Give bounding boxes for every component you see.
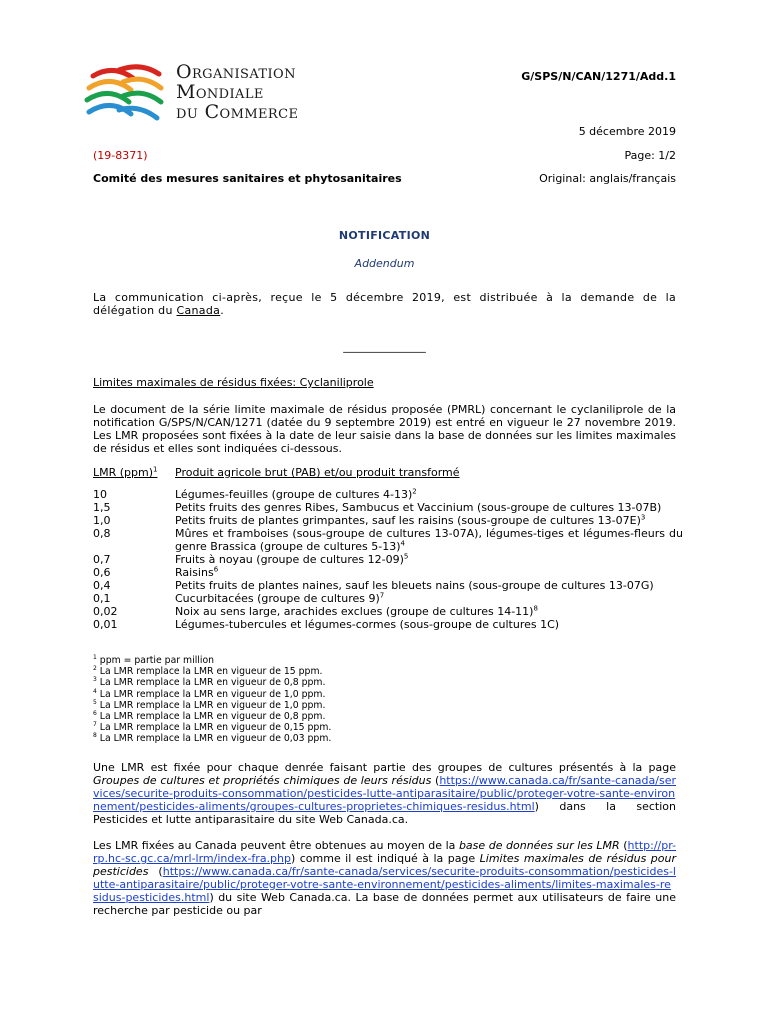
product-cell [175, 553, 683, 566]
lmr-value: 0,4 [93, 579, 111, 592]
footnote-ref: 5 [403, 552, 409, 561]
footnote-ref: 8 [533, 604, 538, 613]
product-name: Raisins [175, 566, 214, 579]
document-symbol: G/SPS/N/CAN/1271/Add.1 [521, 70, 676, 83]
org-line-2: Mondiale [176, 81, 264, 103]
table-row [93, 514, 683, 527]
footnote-number: 8 [93, 732, 97, 740]
mrl-table [93, 466, 683, 631]
footnote-text: La LMR remplace la LMR en vigueur de 0,8 ppm. [99, 677, 326, 689]
column-header-product: Produit agricole brut (PAB) et/ou produit transformé [175, 466, 460, 479]
subject-heading: Limites maximales de résidus fixées: Cyclaniliprole [93, 376, 374, 389]
lmr-value: 0,02 [93, 605, 118, 618]
product-name: Cucurbitacées (groupe de cultures 9) [175, 592, 380, 605]
intro-text: La communication ci-après, reçue le 5 décembre 2019, est distribuée à la demande de la délégation du [93, 291, 676, 317]
product-cell [175, 592, 683, 605]
footnote [93, 655, 593, 666]
p3-database-name: base de données sur les LMR [458, 839, 620, 852]
table-row [93, 553, 683, 566]
wto-logo-icon [83, 60, 167, 132]
product-name: Légumes-tubercules et légumes-cormes (sous-groupe de cultures 1C) [175, 618, 560, 631]
footnote-text: La LMR remplace la LMR en vigueur de 15 ppm. [99, 666, 323, 678]
table-row [93, 605, 683, 618]
table-row [93, 501, 683, 514]
footnote [93, 677, 593, 688]
footnote [93, 722, 593, 733]
footnote-number: 5 [93, 698, 97, 706]
footnote-text: La LMR remplace la LMR en vigueur de 1,0 ppm. [99, 688, 326, 700]
product-cell [175, 514, 683, 527]
p3-text-d: ) comme il est indiqué à la page [291, 852, 480, 865]
p3-text-a: Les LMR fixées au Canada peuvent être obtenues au moyen de la [93, 839, 459, 852]
footnote-number: 6 [93, 709, 97, 717]
footnotes [93, 655, 593, 745]
mrl-pesticides-link[interactable]: https://www.canada.ca/fr/sante-canada/services/securite-produits-consommation/pesticides-lutte-antiparasitaire/public/proteger-votre-sante-environnement/pesticides-aliments/limites-maximales-residus-pesticides.html [93, 865, 676, 904]
body-paragraph-1: Le document de la série limite maximale de résidus proposée (PMRL) concernant le cyclaniliprole de la notification G/SPS/N/CAN/1271 (datée du 9 septembre 2019) est entré en vigueur le 27 novembre 2019. Les LMR proposées sont fixées à la date de leur saisie dans la base de données sur les limites maximales de résidus et elles sont indiquées ci-dessous. [93, 403, 676, 455]
footnote [93, 700, 593, 711]
footnote-number: 4 [93, 687, 97, 695]
product-cell [175, 618, 683, 631]
p2-text-d: ) dans la section Pesticides et lutte antiparasitaire du site Web Canada.ca. [93, 800, 676, 826]
p3-text-c: ( [619, 839, 628, 852]
body-paragraph-3 [93, 839, 676, 917]
lmr-value: 0,6 [93, 566, 111, 579]
mrl-table-body [93, 488, 683, 631]
product-name: Noix au sens large, arachides exclues (groupe de cultures 14-11) [175, 605, 534, 618]
lmr-value: 0,7 [93, 553, 111, 566]
lmr-value: 0,8 [93, 527, 111, 540]
footnote-number: 3 [93, 676, 97, 684]
separator-line: _______________ [343, 340, 426, 353]
footnote-ref: 2 [412, 487, 417, 496]
footnote-text: La LMR remplace la LMR en vigueur de 0,8 ppm. [99, 711, 326, 723]
product-cell [175, 579, 683, 592]
p2-text-c: ( [431, 774, 440, 787]
footnote [93, 711, 593, 722]
mrl-table-header [93, 466, 683, 479]
table-row [93, 579, 683, 592]
product-cell [175, 527, 683, 553]
footnote-text: ppm = partie par million [99, 655, 215, 666]
table-row [93, 527, 683, 553]
lmr-value: 0,01 [93, 618, 118, 631]
page-number: Page: 1/2 [624, 149, 676, 162]
footnote-text: La LMR remplace la LMR en vigueur de 0,03 ppm. [99, 733, 332, 745]
p2-text-a: Une LMR est fixée pour chaque denrée faisant partie des groupes de cultures présentés à la page [93, 761, 676, 774]
intro-country: Canada [176, 304, 221, 317]
table-row [93, 618, 683, 631]
product-cell [175, 605, 683, 618]
footnote-text: La LMR remplace la LMR en vigueur de 1,0 ppm. [99, 699, 326, 711]
product-cell [175, 488, 683, 501]
organisation-name [176, 62, 298, 122]
intro-end: . [220, 304, 224, 317]
notification-title: NOTIFICATION [338, 229, 431, 242]
original-language: Original: anglais/français [539, 172, 676, 185]
product-name: Légumes-feuilles (groupe de cultures 4-13) [175, 488, 413, 501]
footnote [93, 733, 593, 744]
footnote-text: La LMR remplace la LMR en vigueur de 0,15 ppm. [99, 722, 332, 734]
body-paragraph-2 [93, 761, 676, 826]
product-name: Petits fruits des genres Ribes, Sambucus et Vaccinium (sous-groupe de cultures 13-07B) [175, 501, 662, 514]
footnote [93, 689, 593, 700]
document-date: 5 décembre 2019 [578, 125, 676, 138]
p3-page-title: Limites maximales de résidus pour pesticides [93, 852, 676, 878]
document-number: (19-8371) [93, 149, 148, 162]
footnote-number: 7 [93, 721, 97, 729]
footnote [93, 666, 593, 677]
footnote-ref: 6 [213, 565, 219, 574]
committee-name: Comité des mesures sanitaires et phytosanitaires [93, 172, 402, 185]
p3-text-g: ) du site Web Canada.ca. La base de données permet aux utilisateurs de faire une recherche par pesticide ou par [93, 891, 676, 917]
product-name: Fruits à noyau (groupe de cultures 12-09) [175, 553, 404, 566]
product-name: Mûres et framboises (sous-groupe de cultures 13-07A), légumes-tiges et légumes-fleurs du genre Brassica (groupe de cultures 5-13) [175, 527, 683, 553]
table-row [93, 566, 683, 579]
mrl-database-link[interactable]: http://pr-rp.hc-sc.gc.ca/mrl-lrm/index-fra.php [93, 839, 676, 865]
lmr-value: 1,5 [93, 501, 111, 514]
lmr-value: 0,1 [93, 592, 111, 605]
product-cell [175, 501, 683, 514]
product-cell [175, 566, 683, 579]
footnote-ref: 4 [400, 539, 405, 548]
column-header-lmr [93, 466, 175, 479]
intro-paragraph [93, 291, 676, 317]
footnote-ref: 7 [379, 591, 385, 600]
p2-page-title: Groupes de cultures et propriétés chimiques de leurs résidus [93, 774, 432, 787]
lmr-value: 1,0 [93, 514, 111, 527]
product-name: Petits fruits de plantes grimpantes, sauf les raisins (sous-groupe de cultures 13-07E) [175, 514, 641, 527]
footnote-ref: 3 [640, 513, 646, 522]
crop-groups-link[interactable]: https://www.canada.ca/fr/sante-canada/services/securite-produits-consommation/pesticides-lutte-antiparasitaire/public/proteger-votre-sante-environnement/pesticides-aliments/groupes-cultures-proprietes-chimiques-residus.html [93, 774, 676, 813]
org-line-1: Organisation [176, 61, 296, 83]
org-line-3: du Commerce [176, 101, 299, 123]
footnote-number: 1 [93, 653, 97, 661]
lmr-value: 10 [93, 488, 107, 501]
table-row [93, 488, 683, 501]
table-row [93, 592, 683, 605]
product-name: Petits fruits de plantes naines, sauf les bleuets nains (sous-groupe de cultures 13-07G) [175, 579, 654, 592]
column-header-lmr-text: LMR (ppm) [93, 466, 154, 479]
column-header-lmr-note: 1 [153, 465, 158, 474]
p3-text-f: ( [148, 865, 163, 878]
addendum-subtitle: Addendum [354, 257, 415, 270]
footnote-number: 2 [93, 665, 97, 673]
